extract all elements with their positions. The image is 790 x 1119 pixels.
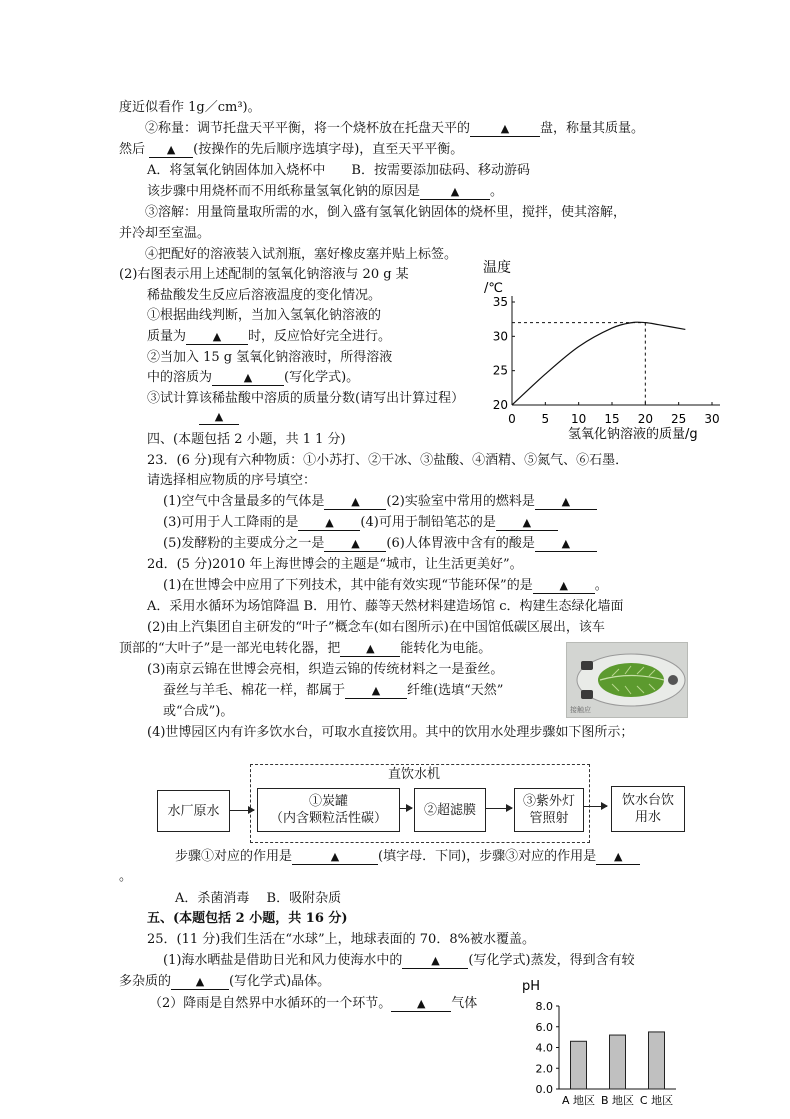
text: (写化学式)晶体。: [229, 974, 331, 989]
question-row: [163, 535, 597, 553]
ph-bar-chart: [512, 978, 678, 1119]
blank-mark: ▲: [500, 122, 510, 135]
flow-source: [157, 790, 230, 832]
flow-step-uv-line2: 管照射: [529, 811, 569, 826]
blank-mark: ▲: [371, 684, 381, 697]
text: 然后: [119, 142, 146, 157]
flow-arrow: [583, 806, 607, 807]
y-axis-unit: /℃: [484, 281, 503, 296]
flow-step-uv: [514, 788, 584, 832]
question-rain: [149, 995, 477, 1013]
blank-mark: ▲: [195, 975, 205, 988]
section-heading: 五、(本题包括 2 小题，共 16 分): [147, 911, 348, 926]
category-label: C 地区: [639, 1094, 674, 1107]
blank-mark: ▲: [559, 579, 568, 592]
x-tick-label: 30: [704, 412, 720, 426]
leaf-car-photo: [566, 642, 688, 718]
question-fiber: [163, 682, 503, 700]
y-tick-label: 2.0: [535, 1062, 553, 1076]
flow-source-label: 水厂原水: [167, 803, 220, 819]
text-line: ③溶解：用量筒量取所需的水，倒入盛有氢氧化钠固体的烧杯里，搅拌，使其溶解，: [145, 205, 627, 220]
text-line: 稀盐酸发生反应后溶液温度的变化情况。: [147, 288, 382, 303]
text-line: 并冷却至室温。: [119, 226, 211, 241]
text: （2）降雨是自然界中水循环的一个环节。: [149, 996, 392, 1011]
answer-blank: [391, 997, 451, 1012]
text: (按操作的先后顺序选填字母)，直至天平平衡。: [193, 142, 464, 157]
question-mass: [147, 328, 391, 346]
blank-mark: ▲: [613, 850, 623, 863]
blank-mark: ▲: [166, 143, 176, 156]
blank-mark: ▲: [522, 516, 532, 529]
answer-blank: [199, 410, 239, 425]
question-reason: [147, 183, 503, 201]
text-line: ②当加入 15 g 氢氧化钠溶液时，所得溶液: [147, 350, 393, 365]
text-line: 或“合成”)。: [163, 704, 234, 719]
text: (3)可用于人工降雨的是: [163, 515, 299, 530]
blank-mark: ▲: [431, 954, 440, 967]
question-flow-steps: [175, 848, 640, 866]
text: 。: [594, 578, 608, 593]
category-label: A 地区: [561, 1094, 596, 1107]
text: 质量为: [147, 329, 187, 344]
flow-step-carbon-line1: ①炭罐: [308, 794, 348, 809]
question-solute: [147, 369, 359, 387]
text: 该步骤中用烧杯而不用纸称量氢氧化钠的原因是: [147, 184, 421, 199]
blank-mark: ▲: [325, 516, 334, 529]
bar: [571, 1041, 587, 1089]
blank-mark: ▲: [243, 371, 253, 384]
blank-mark: ▲: [417, 997, 426, 1010]
x-tick-label: 25: [671, 412, 687, 426]
y-tick-label: 35: [492, 295, 508, 309]
text: 盘，称量其质量。: [540, 121, 645, 136]
option-line: A．将氢氧化钠固体加入烧杯中 B．按需要添加砝码、移动游码: [147, 163, 530, 178]
flow-step-ultrafilter-label: ②超滤膜: [423, 802, 476, 818]
question-calc-answer: [199, 408, 239, 426]
answer-blank: [420, 185, 490, 200]
blank-mark: ▲: [366, 642, 375, 655]
answer-blank: [212, 371, 284, 386]
text-line: 度近似看作 1g／cm³)。: [119, 100, 261, 115]
blank-mark: ▲: [330, 850, 340, 863]
blank-mark: ▲: [561, 495, 571, 508]
x-axis-label: 氢氧化钠溶液的质量/g: [568, 427, 698, 442]
text: 纤维(选填“天然”: [407, 683, 504, 698]
text-line: 23．(6 分)现有六种物质：①小苏打、②干冰、③盐酸、④酒精、⑤氮气、⑥石墨．: [147, 453, 629, 468]
option-line: A．杀菌消毒 B．吸附杂质: [175, 891, 342, 906]
text: (6)人体胃液中含有的酸是: [386, 536, 535, 551]
text-line: ①根据曲线判断，当加入氢氧化钠溶液的: [147, 308, 382, 323]
answer-blank: [324, 537, 386, 552]
category-label: B 地区: [600, 1094, 635, 1107]
flow-output-line2: 用水: [634, 810, 661, 825]
text-line: (3)南京云锦在世博会亮相，织造云锦的传统材料之一是蚕丝。: [147, 662, 504, 677]
text: (1)在世博会中应用了下列技术，其中能有效实现“节能环保”的是: [163, 578, 533, 593]
text: (写化学式)。: [284, 370, 360, 385]
answer-blank: [324, 495, 386, 510]
blank-mark: ▲: [214, 410, 224, 423]
answer-blank: [171, 975, 229, 990]
answer-blank: [298, 516, 360, 531]
x-tick-label: 10: [571, 412, 587, 426]
question-row: [163, 514, 558, 532]
answer-blank: [533, 579, 595, 594]
text-line: (2)右图表示用上述配制的氢氧化钠溶液与 20 g 某: [119, 267, 409, 282]
text-line: ③试计算该稀盐酸中溶质的质量分数(请写出计算过程）: [147, 391, 465, 406]
flow-arrow: [485, 808, 512, 809]
answer-blank: [402, 954, 468, 969]
option-line: A．采用水循环为场馆降温 B．用竹、藤等天然材料建造场馆 c．构建生态绿化墙面: [147, 599, 624, 614]
text: (2)实验室中常用的燃料是: [386, 494, 535, 509]
text-line: ④把配好的溶液装入试剂瓶，塞好橡皮塞并贴上标签。: [145, 247, 458, 262]
answer-blank: [149, 143, 193, 158]
x-tick-label: 15: [604, 412, 620, 426]
text: ②称量：调节托盘天平平衡，将一个烧杯放在托盘天平的: [145, 121, 471, 136]
section-heading: 四、(本题包括 2 小题，共 1 1 分): [147, 432, 346, 447]
flow-arrow: [399, 808, 412, 809]
y-tick-label: 20: [492, 398, 508, 412]
text: 时，反应恰好完全进行。: [248, 329, 392, 344]
photo-caption: 接触应: [570, 706, 591, 714]
y-tick-label: 4.0: [535, 1041, 553, 1055]
blank-mark: ▲: [561, 537, 571, 550]
text: 多杂质的: [119, 974, 172, 989]
question-weighing: [145, 120, 644, 138]
y-axis-label: pH: [522, 979, 541, 994]
y-axis-label: 温度: [483, 260, 511, 276]
y-tick-label: 0.0: [535, 1083, 553, 1096]
flow-step-carbon-line2: （内含颗粒活性碳）: [269, 811, 387, 826]
text: 中的溶质为: [147, 370, 213, 385]
bar: [610, 1035, 626, 1089]
text: (4)可用于制铅笔芯的是: [360, 515, 496, 530]
text: (5)发酵粉的主要成分之一是: [163, 536, 325, 551]
question-row: [163, 493, 597, 511]
answer-blank: [186, 330, 248, 345]
text: 能转化为电能。: [400, 641, 492, 656]
blank-mark: ▲: [212, 330, 222, 343]
flow-output: [611, 786, 685, 832]
text: 顶部的“大叶子”是一部光电转化器，把: [119, 641, 341, 656]
answer-blank: [496, 516, 558, 531]
y-tick-label: 6.0: [535, 1020, 553, 1034]
y-tick-label: 8.0: [535, 1000, 553, 1013]
question-order: [119, 141, 463, 159]
question-sea-salt: [163, 952, 635, 970]
text: 蚕丝与羊毛、棉花一样，都属于: [163, 683, 346, 698]
answer-blank: [292, 850, 378, 865]
answer-blank: [340, 642, 400, 657]
text: (1)空气中含量最多的气体是: [163, 494, 325, 509]
bar: [649, 1032, 665, 1089]
answer-blank: [535, 537, 597, 552]
flow-output-line1: 饮水台饮: [621, 793, 674, 808]
flow-step-ultrafilter: [414, 788, 486, 832]
machine-label: 直饮水机: [388, 767, 441, 782]
blank-mark: ▲: [351, 495, 360, 508]
question-crystal: [119, 973, 330, 991]
text: 。: [490, 184, 504, 199]
question-expo: [163, 577, 608, 595]
flow-arrow: [229, 810, 254, 811]
flow-step-uv-line1: ③紫外灯: [522, 794, 575, 809]
blank-mark: ▲: [450, 185, 460, 198]
flow-step-carbon: [257, 788, 400, 832]
text: 气体: [451, 996, 478, 1011]
text-line: (4)世博园区内有许多饮水台，可取水直接饮用。其中的饮用水处理步骤如下图所示；: [147, 725, 634, 740]
text: (填字母．下同)，步骤③对应的作用是: [378, 849, 597, 864]
text-line: 。: [119, 869, 133, 884]
y-tick-label: 25: [492, 363, 508, 378]
text: 步骤①对应的作用是: [175, 849, 293, 864]
blank-mark: ▲: [351, 537, 360, 550]
text-line: (2)由上汽集团自主研发的“叶子”概念车(如右图所示)在中国馆低碳区展出，该车: [147, 620, 605, 635]
x-tick-label: 20: [637, 412, 653, 426]
y-tick-label: 30: [492, 329, 508, 344]
question-energy: [119, 640, 491, 658]
answer-blank: [596, 850, 640, 865]
answer-blank: [470, 122, 540, 137]
x-tick-label: 0: [508, 412, 516, 426]
text: (写化学式)蒸发，得到含有较: [468, 953, 635, 968]
text-line: 请选择相应物质的序号填空：: [147, 473, 317, 488]
temperature-chart: [478, 252, 740, 442]
x-tick-label: 5: [541, 412, 550, 426]
text: (1)海水晒盐是借助日光和风力使海水中的: [163, 953, 403, 968]
text-line: 2d．(5 分)2010 年上海世博会的主题是“城市，让生活更美好”。: [147, 557, 523, 572]
answer-blank: [345, 684, 407, 699]
text-line: 25．(11 分)我们生活在“水球”上，地球表面的 70．8%被水覆盖。: [147, 932, 535, 947]
answer-blank: [535, 495, 597, 510]
temperature-curve: [512, 322, 685, 405]
